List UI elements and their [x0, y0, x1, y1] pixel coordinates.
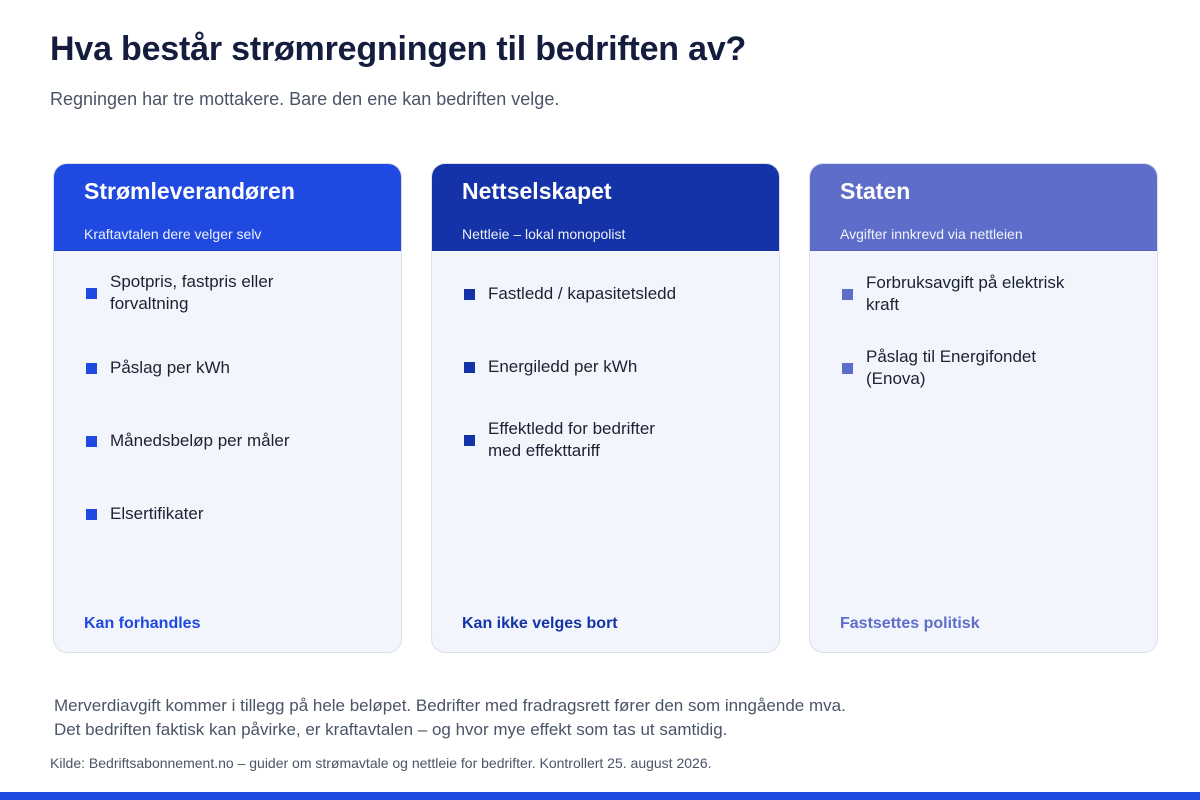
list-item-label: Forbruksavgift på elektrisk kraft: [866, 273, 1065, 314]
card-stromleverandoren: [53, 163, 402, 653]
card-header: [432, 164, 779, 251]
square-bullet-icon: [464, 435, 475, 446]
square-bullet-icon: [86, 288, 97, 299]
list-item-label: Månedsbeløp per måler: [110, 431, 290, 450]
list-item: [84, 357, 314, 379]
card-title: Staten: [840, 178, 911, 204]
card-title: Strømleverandøren: [84, 178, 295, 204]
list-item: [462, 356, 692, 378]
square-bullet-icon: [86, 509, 97, 520]
list-item-label: Elsertifikater: [110, 504, 204, 523]
list-item-label: Påslag til Energifondet (Enova): [866, 347, 1037, 388]
list-item-label: Energiledd per kWh: [488, 357, 638, 376]
card-tagline: Nettleie – lokal monopolist: [462, 226, 626, 242]
bottom-accent-bar: [0, 792, 1200, 800]
square-bullet-icon: [86, 436, 97, 447]
list-item: [84, 503, 314, 525]
card-tagline: Avgifter innkrevd via nettleien: [840, 226, 1023, 242]
card-nettselskapet: [431, 163, 780, 653]
note-line: Merverdiavgift kommer i tillegg på hele beløpet. Bedrifter med fradragsrett fører den som inngående mva.: [54, 696, 846, 715]
page-subtitle: Regningen har tre mottakere. Bare den ene kan bedriften velge.: [50, 89, 560, 109]
page-title: Hva består strømregningen til bedriften av?: [50, 30, 747, 68]
list-item: [84, 271, 314, 315]
list-item-label: Spotpris, fastpris eller forvaltning: [110, 272, 274, 313]
list-item-label: Påslag per kWh: [110, 358, 230, 377]
square-bullet-icon: [842, 289, 853, 300]
card-footer: Kan forhandles: [84, 615, 201, 632]
square-bullet-icon: [86, 363, 97, 374]
list-item: [462, 418, 692, 462]
card-header: [54, 164, 401, 251]
list-item: [462, 283, 692, 305]
vat-note: [54, 694, 846, 742]
list-item-label: Fastledd / kapasitetsledd: [488, 284, 677, 303]
card-title: Nettselskapet: [462, 178, 612, 204]
card-footer: Fastsettes politisk: [840, 615, 980, 632]
list-item: [840, 346, 1070, 390]
list-item-label: Effektledd for bedrifter med effekttariff: [488, 419, 655, 460]
square-bullet-icon: [464, 289, 475, 300]
list-item: [840, 272, 1070, 316]
square-bullet-icon: [842, 363, 853, 374]
square-bullet-icon: [464, 362, 475, 373]
note-line: Det bedriften faktisk kan påvirke, er kraftavtalen – og hvor mye effekt som tas ut samtidig.: [54, 720, 728, 739]
card-staten: [809, 163, 1158, 653]
source-line: Kilde: Bedriftsabonnement.no – guider om strømavtale og nettleie for bedrifter. Kontrollert 25. august 2026.: [50, 755, 712, 771]
list-item: [84, 430, 314, 452]
card-footer: Kan ikke velges bort: [462, 615, 618, 632]
card-tagline: Kraftavtalen dere velger selv: [84, 226, 262, 242]
card-header: [810, 164, 1157, 251]
